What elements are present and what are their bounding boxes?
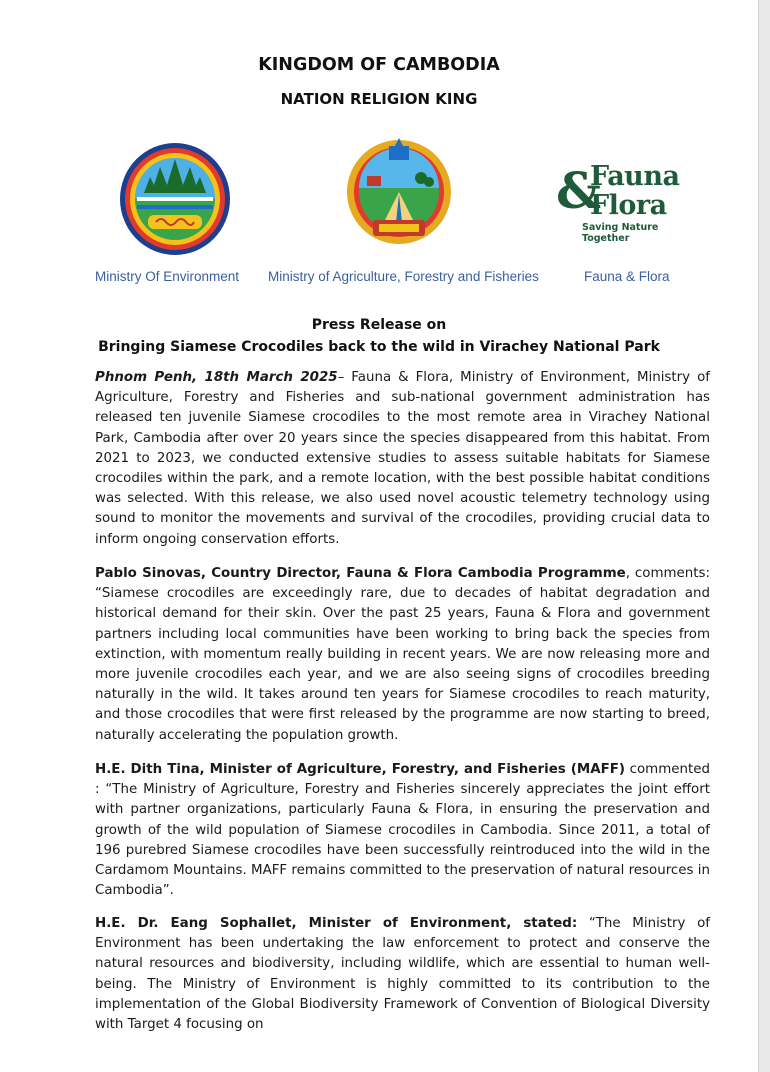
paragraph-intro	[95, 368, 710, 550]
country-heading: KINGDOM OF CAMBODIA	[258, 55, 500, 75]
dateline: Phnom Penh, 18th March 2025	[95, 370, 338, 385]
maff-emblem-icon	[343, 136, 455, 246]
motto-heading: NATION RELIGION KING	[280, 90, 478, 108]
paragraph-text: commented : “The Ministry of Agriculture, Forestry and Fisheries sincerely appreciates the joint effort with partner organizations, particularly Fauna & Flora, in ensuring the preservation and growth of the wild population of Siamese crocodiles in Cambodia. Since 2011, a total of 196 purebred Siamese crocodiles have been successfully reintroduced into the wild in the Cardamom Mountains. MAFF remains committed to the preservation of natural resources in Cambodia”.	[95, 762, 710, 899]
fauna-flora-label: Fauna & Flora	[584, 269, 670, 284]
maff-label: Ministry of Agriculture, Forestry and Fisheries	[268, 269, 539, 284]
logo-ampersand: &	[556, 161, 602, 220]
press-release-subtitle: Bringing Siamese Crocodiles back to the wild in Virachey National Park	[98, 339, 660, 355]
speaker-name: Pablo Sinovas, Country Director, Fauna & Flora Cambodia Programme	[95, 566, 626, 581]
logo-tagline: Saving Nature Together	[582, 222, 659, 244]
paragraph-quote-country-director	[95, 564, 710, 746]
speaker-name: H.E. Dith Tina, Minister of Agriculture, Forestry, and Fisheries (MAFF)	[95, 762, 625, 777]
logo-text-fauna: Fauna	[590, 161, 680, 192]
paragraph-text: , comments: “Siamese crocodiles are exceedingly rare, due to decades of habitat degradation and historical demand for their skin. Over the past 25 years, Fauna & Flora and government partners including local communities have been working to bring back the species from extinction, with momentum really building in recent years. We are now releasing more and more juvenile crocodiles each year, and we are also seeing signs of crocodiles breeding naturally in the wild. It takes around ten years for Siamese crocodiles to reach maturity, and those crocodiles that were first released by the programme are now starting to breed, naturally accelerating the population growth.	[95, 566, 711, 743]
paragraph-text: “The Ministry of Environment has been undertaking the law enforcement to protect and conserve the natural resources and biodiversity, including wildlife, which are essential to human well-being. The Ministry of Environment is highly committed to its contribution to the implementation of the Global Biodiversity Framework of Convention of Biological Diversity with Target 4 focusing on	[95, 916, 710, 1033]
paragraph-quote-moe-minister	[95, 914, 710, 1035]
moe-label: Ministry Of Environment	[95, 269, 240, 284]
ministry-of-environment-emblem-icon	[118, 141, 232, 257]
logo-text-flora: Flora	[590, 190, 667, 221]
paragraph-quote-maff-minister	[95, 760, 710, 901]
fauna-flora-logo-icon	[556, 160, 692, 244]
press-release-title: Press Release on	[311, 317, 447, 333]
speaker-name: H.E. Dr. Eang Sophallet, Minister of Environment, stated:	[95, 916, 578, 931]
paragraph-text: – Fauna & Flora, Ministry of Environment, Ministry of Agriculture, Forestry and Fisheries and sub-national government administration has released ten juvenile Siamese crocodiles to the most remote area in Virachey National Park, Cambodia after over 20 years since the species disappeared from this habitat. From 2021 to 2023, we conducted extensive studies to assess suitable habitats for Siamese crocodiles within the park, and a remote location, with the best possible habitat conditions was selected. With this release, we also used novel acoustic telemetry technology using sound to monitor the movements and survival of the crocodiles, providing crucial data to inform ongoing conservation efforts.	[95, 370, 710, 547]
